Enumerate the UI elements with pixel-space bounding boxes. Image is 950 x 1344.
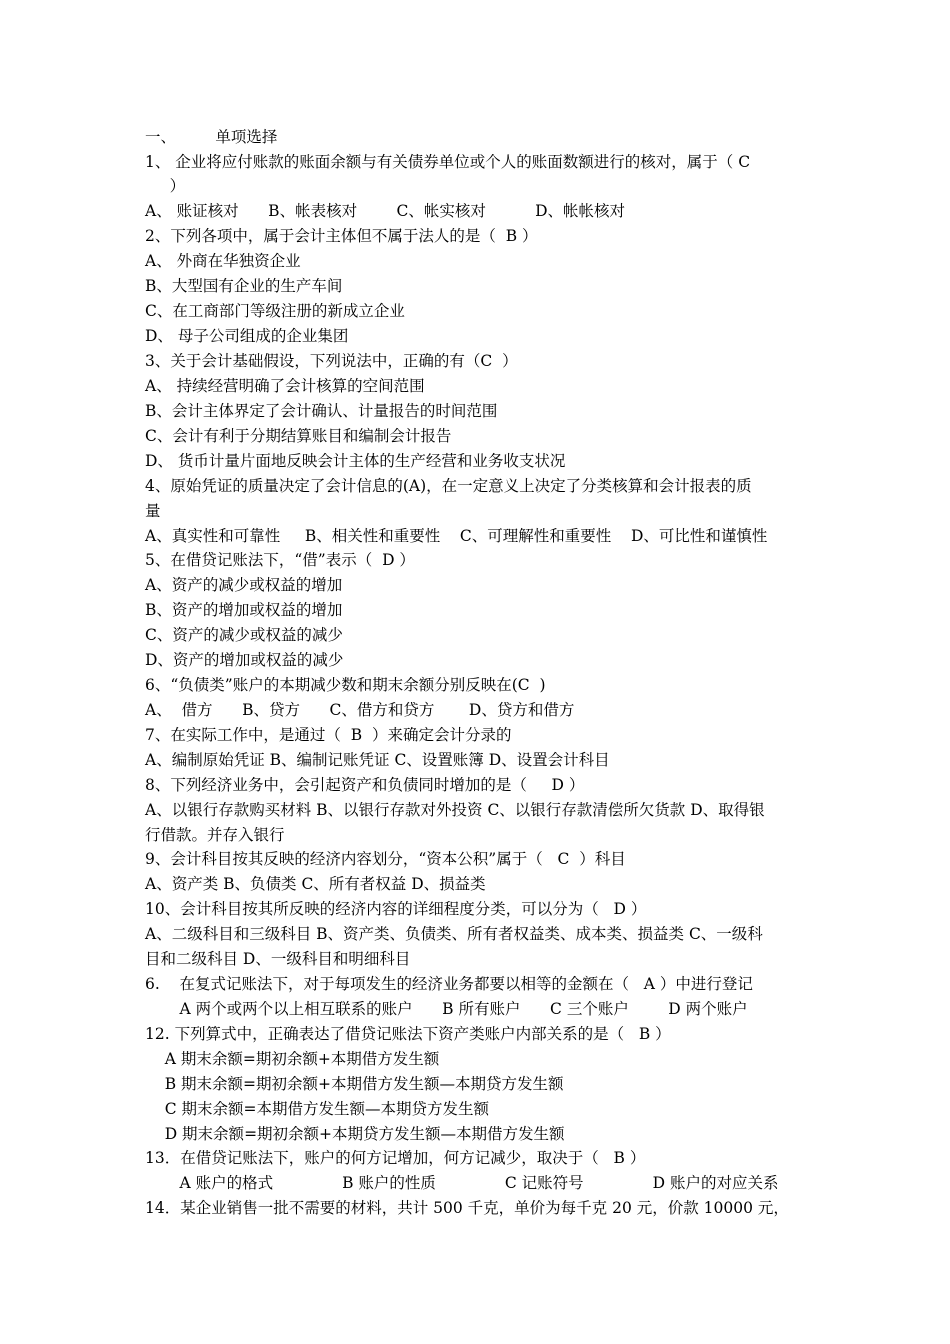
- question-14: 14．某企业销售一批不需要的材料，共计 500 千克，单价为每千克 20 元，价款 10000 元，: [145, 1199, 789, 1217]
- question-3-option-c: C、会计有利于分期结算账目和编制会计报告: [145, 427, 452, 445]
- question-5: 5、在借贷记账法下，“借”表示（ D ）: [145, 551, 415, 569]
- question-1-line-2: ）: [145, 177, 186, 195]
- question-9-options: A、资产类 B、负债类 C、所有者权益 D、损益类: [145, 875, 486, 893]
- question-2-option-a: A、 外商在华独资企业: [145, 252, 301, 270]
- question-8-options-line-2: 行借款。并存入银行: [145, 826, 285, 844]
- question-7: 7、在实际工作中，是通过（ B ）来确定会计分录的: [145, 726, 512, 744]
- question-5-option-a: A、资产的减少或权益的增加: [145, 576, 343, 594]
- section-heading: 一、 单项选择: [145, 128, 278, 146]
- question-4-options: A、真实性和可靠性 B、相关性和重要性 C、可理解性和重要性 D、可比性和谨慎性: [145, 527, 768, 545]
- question-4-line-1: 4、原始凭证的质量决定了会计信息的(A)，在一定意义上决定了分类核算和会计报表的质: [145, 477, 752, 495]
- question-13-options: A 账户的格式 B 账户的性质 C 记账符号 D 账户的对应关系: [145, 1174, 779, 1192]
- question-4-line-2: 量: [145, 502, 161, 520]
- question-8: 8、下列经济业务中，会引起资产和负债同时增加的是（ D ）: [145, 776, 585, 794]
- question-2: 2、下列各项中，属于会计主体但不属于法人的是（ B ）: [145, 227, 538, 245]
- question-1-line-1: 1、 企业将应付账款的账面余额与有关债券单位或个人的账面数额进行的核对，属于（ C: [145, 153, 751, 171]
- question-5-option-c: C、资产的减少或权益的减少: [145, 626, 343, 644]
- question-3: 3、关于会计基础假设，下列说法中，正确的有（C ）: [145, 352, 518, 370]
- question-11-options: A 两个或两个以上相互联系的账户 B 所有账户 C 三个账户 D 两个账户: [145, 1000, 748, 1018]
- question-1-options: A、 账证核对 B、帐表核对 C、帐实核对 D、帐帐核对: [145, 202, 626, 220]
- question-5-option-b: B、资产的增加或权益的增加: [145, 601, 343, 619]
- question-12: 12. 下列算式中，正确表达了借贷记账法下资产类账户内部关系的是（ B ）: [145, 1025, 671, 1043]
- question-2-option-b: B、大型国有企业的生产车间: [145, 277, 343, 295]
- question-2-option-c: C、在工商部门等级注册的新成立企业: [145, 302, 405, 320]
- question-6: 6、“负债类”账户的本期减少数和期末余额分别反映在(C ): [145, 676, 546, 694]
- question-10: 10、会计科目按其所反映的经济内容的详细程度分类，可以分为（ D ）: [145, 900, 647, 918]
- question-11: 6. 在复式记账法下，对于每项发生的经济业务都要以相等的金额在（ A ）中进行登记: [145, 975, 753, 993]
- question-2-option-d: D、 母子公司组成的企业集团: [145, 327, 349, 345]
- question-10-options-line-1: A、二级科目和三级科目 B、资产类、负债类、所有者权益类、成本类、损益类 C、一级科: [145, 925, 763, 943]
- question-3-option-a: A、 持续经营明确了会计核算的空间范围: [145, 377, 425, 395]
- question-5-option-d: D、资产的增加或权益的减少: [145, 651, 344, 669]
- question-3-option-d: D、 货币计量片面地反映会计主体的生产经营和业务收支状况: [145, 452, 566, 470]
- question-12-option-b: B 期末余额=期初余额+本期借方发生额—本期贷方发生额: [145, 1075, 564, 1093]
- question-13: 13．在借贷记账法下，账户的何方记增加，何方记减少，取决于（ B ）: [145, 1149, 646, 1167]
- question-12-option-c: C 期末余额=本期借方发生额—本期贷方发生额: [145, 1100, 489, 1118]
- question-10-options-line-2: 目和二级科目 D、一级科目和明细科目: [145, 950, 411, 968]
- question-12-option-a: A 期末余额=期初余额+本期借方发生额: [145, 1050, 440, 1068]
- question-9: 9、会计科目按其反映的经济内容划分，“资本公积”属于（ C ）科目: [145, 850, 626, 868]
- question-8-options-line-1: A、以银行存款购买材料 B、以银行存款对外投资 C、以银行存款清偿所欠货款 D、取得银: [145, 801, 765, 819]
- question-7-options: A、编制原始凭证 B、编制记账凭证 C、设置账簿 D、设置会计科目: [145, 751, 610, 769]
- question-12-option-d: D 期末余额=期初余额+本期贷方发生额—本期借方发生额: [145, 1125, 565, 1143]
- question-6-options: A、 借方 B、贷方 C、借方和贷方 D、贷方和借方: [145, 701, 575, 719]
- question-3-option-b: B、会计主体界定了会计确认、计量报告的时间范围: [145, 402, 498, 420]
